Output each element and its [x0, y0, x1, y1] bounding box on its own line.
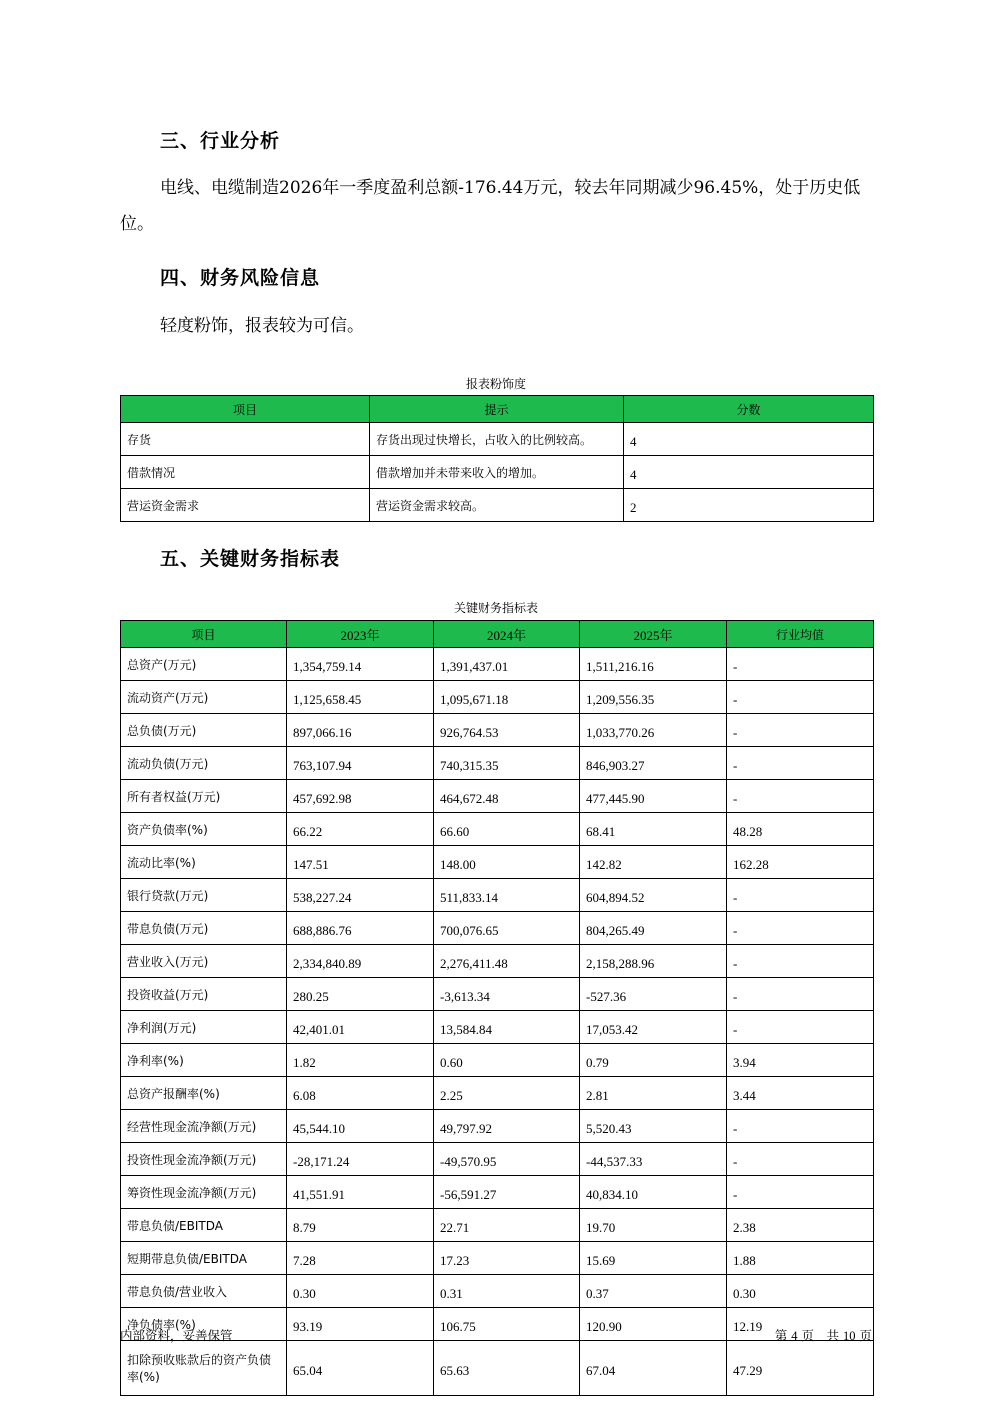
kpi-cell-2023: 7.28 — [287, 1242, 434, 1275]
kpi-cell-2023: 1,125,658.45 — [287, 681, 434, 714]
risk-header-hint: 提示 — [370, 396, 624, 423]
kpi-table-row — [121, 978, 874, 1011]
kpi-cell-item: 投资性现金流净额(万元) — [121, 1143, 287, 1176]
kpi-cell-item: 筹资性现金流净额(万元) — [121, 1176, 287, 1209]
kpi-cell-2024: 740,315.35 — [434, 747, 580, 780]
risk-cell-score: 2 — [624, 489, 874, 522]
kpi-cell-2023: 457,692.98 — [287, 780, 434, 813]
kpi-cell-2024: 66.60 — [434, 813, 580, 846]
kpi-cell-2023: 93.19 — [287, 1308, 434, 1341]
kpi-table-row — [121, 1143, 874, 1176]
risk-table-row — [121, 456, 874, 489]
kpi-cell-2024: 0.31 — [434, 1275, 580, 1308]
risk-cell-hint: 借款增加并未带来收入的增加。 — [370, 456, 624, 489]
kpi-cell-2025: 846,903.27 — [580, 747, 727, 780]
kpi-table-row — [121, 1308, 874, 1341]
kpi-table-row — [121, 1209, 874, 1242]
kpi-cell-item: 带息负债/EBITDA — [121, 1209, 287, 1242]
kpi-cell-industry-avg: 48.28 — [727, 813, 874, 846]
kpi-cell-industry-avg: 1.88 — [727, 1242, 874, 1275]
kpi-cell-item: 带息负债/营业收入 — [121, 1275, 287, 1308]
kpi-cell-industry-avg: - — [727, 714, 874, 747]
risk-cell-score: 4 — [624, 423, 874, 456]
kpi-table-header-row — [121, 621, 874, 648]
kpi-cell-industry-avg: - — [727, 912, 874, 945]
kpi-cell-item: 银行贷款(万元) — [121, 879, 287, 912]
kpi-cell-item: 带息负债(万元) — [121, 912, 287, 945]
kpi-cell-2025: 1,511,216.16 — [580, 648, 727, 681]
footer-page-current: 4 — [791, 1329, 798, 1343]
kpi-cell-2024: 2,276,411.48 — [434, 945, 580, 978]
kpi-cell-2025: 19.70 — [580, 1209, 727, 1242]
kpi-table-row — [121, 747, 874, 780]
kpi-cell-2023: 688,886.76 — [287, 912, 434, 945]
section-4-title: 四、财务风险信息 — [160, 267, 321, 289]
kpi-cell-2025: -527.36 — [580, 978, 727, 1011]
kpi-cell-item: 短期带息负债/EBITDA — [121, 1242, 287, 1275]
kpi-cell-industry-avg: 2.38 — [727, 1209, 874, 1242]
kpi-cell-2023: 0.30 — [287, 1275, 434, 1308]
kpi-table-row — [121, 1275, 874, 1308]
kpi-cell-2025: 0.79 — [580, 1044, 727, 1077]
footer-page-total: 10 — [843, 1329, 856, 1343]
kpi-cell-2024: 700,076.65 — [434, 912, 580, 945]
kpi-cell-2024: 0.60 — [434, 1044, 580, 1077]
kpi-cell-2025: 17,053.42 — [580, 1011, 727, 1044]
kpi-cell-industry-avg: - — [727, 1011, 874, 1044]
kpi-cell-2023: 1,354,759.14 — [287, 648, 434, 681]
kpi-cell-2023: 280.25 — [287, 978, 434, 1011]
risk-cell-item: 营运资金需求 — [121, 489, 370, 522]
kpi-cell-industry-avg: 162.28 — [727, 846, 874, 879]
kpi-cell-industry-avg: 0.30 — [727, 1275, 874, 1308]
kpi-cell-2023: 1.82 — [287, 1044, 434, 1077]
kpi-cell-2025: 15.69 — [580, 1242, 727, 1275]
kpi-cell-industry-avg: - — [727, 1143, 874, 1176]
risk-table — [120, 395, 874, 522]
kpi-cell-2023: -28,171.24 — [287, 1143, 434, 1176]
kpi-cell-2025: 0.37 — [580, 1275, 727, 1308]
kpi-cell-item: 总负债(万元) — [121, 714, 287, 747]
kpi-cell-2024: 22.71 — [434, 1209, 580, 1242]
kpi-table-row — [121, 780, 874, 813]
kpi-cell-2025: 68.41 — [580, 813, 727, 846]
kpi-header-2023: 2023年 — [287, 621, 434, 648]
kpi-cell-2025: 1,033,770.26 — [580, 714, 727, 747]
risk-table-row — [121, 489, 874, 522]
kpi-cell-industry-avg: - — [727, 648, 874, 681]
kpi-table-row — [121, 681, 874, 714]
kpi-cell-industry-avg: - — [727, 780, 874, 813]
kpi-cell-2024: -3,613.34 — [434, 978, 580, 1011]
kpi-cell-2023: 6.08 — [287, 1077, 434, 1110]
kpi-cell-2024: 2.25 — [434, 1077, 580, 1110]
kpi-cell-2024: -49,570.95 — [434, 1143, 580, 1176]
kpi-cell-2024: 1,391,437.01 — [434, 648, 580, 681]
kpi-cell-item: 扣除预收账款后的资产负债率(%) — [121, 1341, 287, 1396]
kpi-cell-item: 营业收入(万元) — [121, 945, 287, 978]
kpi-cell-2025: 120.90 — [580, 1308, 727, 1341]
kpi-cell-2025: 142.82 — [580, 846, 727, 879]
risk-table-header-row — [121, 396, 874, 423]
kpi-cell-2024: 511,833.14 — [434, 879, 580, 912]
kpi-table-row — [121, 1110, 874, 1143]
kpi-cell-2025: 1,209,556.35 — [580, 681, 727, 714]
kpi-cell-industry-avg: 3.44 — [727, 1077, 874, 1110]
kpi-header-2025: 2025年 — [580, 621, 727, 648]
section-5-title: 五、关键财务指标表 — [160, 548, 341, 570]
kpi-cell-industry-avg: - — [727, 978, 874, 1011]
kpi-table-row — [121, 912, 874, 945]
section-3-title: 三、行业分析 — [160, 130, 281, 152]
kpi-cell-2025: 804,265.49 — [580, 912, 727, 945]
kpi-cell-2025: 67.04 — [580, 1341, 727, 1396]
kpi-cell-industry-avg: - — [727, 945, 874, 978]
kpi-cell-2023: 41,551.91 — [287, 1176, 434, 1209]
footer-page-number — [775, 1326, 872, 1344]
kpi-cell-industry-avg: - — [727, 747, 874, 780]
footer-page-mid: 页 共 — [801, 1328, 840, 1343]
kpi-cell-2023: 66.22 — [287, 813, 434, 846]
kpi-table-row — [121, 813, 874, 846]
kpi-cell-2023: 8.79 — [287, 1209, 434, 1242]
kpi-cell-2024: 13,584.84 — [434, 1011, 580, 1044]
kpi-cell-item: 总资产报酬率(%) — [121, 1077, 287, 1110]
risk-cell-item: 存货 — [121, 423, 370, 456]
section-3-body-line1: 电线、电缆制造2026年一季度盈利总额-176.44万元，较去年同期减少96.45%，处于历史低 — [160, 178, 861, 198]
kpi-cell-industry-avg: - — [727, 1110, 874, 1143]
kpi-cell-item: 流动负债(万元) — [121, 747, 287, 780]
kpi-table-row — [121, 1176, 874, 1209]
kpi-cell-2023: 2,334,840.89 — [287, 945, 434, 978]
kpi-cell-2023: 147.51 — [287, 846, 434, 879]
kpi-table-row — [121, 714, 874, 747]
section-3-body — [120, 170, 876, 242]
kpi-table-row — [121, 879, 874, 912]
risk-cell-hint: 营运资金需求较高。 — [370, 489, 624, 522]
risk-table-row — [121, 423, 874, 456]
kpi-cell-item: 所有者权益(万元) — [121, 780, 287, 813]
kpi-cell-2025: 2,158,288.96 — [580, 945, 727, 978]
kpi-table-row — [121, 1011, 874, 1044]
kpi-cell-2024: 65.63 — [434, 1341, 580, 1396]
kpi-cell-item: 经营性现金流净额(万元) — [121, 1110, 287, 1143]
kpi-cell-2025: 40,834.10 — [580, 1176, 727, 1209]
kpi-header-industry-avg: 行业均值 — [727, 621, 874, 648]
footer-page-suffix: 页 — [859, 1328, 872, 1343]
kpi-cell-2023: 763,107.94 — [287, 747, 434, 780]
kpi-table — [120, 620, 874, 1396]
kpi-cell-item: 总资产(万元) — [121, 648, 287, 681]
kpi-cell-industry-avg: 12.19 — [727, 1308, 874, 1341]
kpi-cell-2024: -56,591.27 — [434, 1176, 580, 1209]
kpi-cell-2023: 538,227.24 — [287, 879, 434, 912]
section-3-body-line2: 位。 — [120, 214, 154, 234]
kpi-cell-2023: 897,066.16 — [287, 714, 434, 747]
kpi-cell-industry-avg: 3.94 — [727, 1044, 874, 1077]
kpi-cell-item: 资产负债率(%) — [121, 813, 287, 846]
kpi-cell-2024: 926,764.53 — [434, 714, 580, 747]
kpi-cell-industry-avg: - — [727, 1176, 874, 1209]
kpi-cell-2025: 477,445.90 — [580, 780, 727, 813]
kpi-table-row — [121, 1242, 874, 1275]
risk-cell-hint: 存货出现过快增长，占收入的比例较高。 — [370, 423, 624, 456]
kpi-cell-2024: 464,672.48 — [434, 780, 580, 813]
risk-cell-score: 4 — [624, 456, 874, 489]
kpi-cell-2024: 148.00 — [434, 846, 580, 879]
kpi-cell-item: 净利润(万元) — [121, 1011, 287, 1044]
kpi-cell-2025: 604,894.52 — [580, 879, 727, 912]
kpi-cell-industry-avg: - — [727, 879, 874, 912]
kpi-cell-item: 净利率(%) — [121, 1044, 287, 1077]
kpi-table-row — [121, 945, 874, 978]
section-4-body-text: 轻度粉饰，报表较为可信。 — [160, 316, 364, 336]
kpi-table-row — [121, 1077, 874, 1110]
kpi-cell-item: 流动资产(万元) — [121, 681, 287, 714]
kpi-cell-2023: 45,544.10 — [287, 1110, 434, 1143]
kpi-cell-2025: -44,537.33 — [580, 1143, 727, 1176]
kpi-cell-2024: 49,797.92 — [434, 1110, 580, 1143]
section-4-body — [120, 308, 876, 344]
kpi-cell-industry-avg: - — [727, 681, 874, 714]
kpi-table-row — [121, 846, 874, 879]
risk-header-score: 分数 — [624, 396, 874, 423]
kpi-table-caption: 关键财务指标表 — [453, 601, 538, 615]
footer-confidential: 内部资料，妥善保管 — [120, 1328, 233, 1343]
kpi-cell-2024: 1,095,671.18 — [434, 681, 580, 714]
kpi-cell-2023: 65.04 — [287, 1341, 434, 1396]
footer-page-prefix: 第 — [774, 1328, 788, 1343]
kpi-cell-item: 投资收益(万元) — [121, 978, 287, 1011]
kpi-table-row — [121, 648, 874, 681]
kpi-header-2024: 2024年 — [434, 621, 580, 648]
kpi-cell-2024: 106.75 — [434, 1308, 580, 1341]
kpi-table-row — [121, 1341, 874, 1396]
risk-header-item: 项目 — [121, 396, 370, 423]
kpi-header-item: 项目 — [121, 621, 287, 648]
kpi-table-row — [121, 1044, 874, 1077]
risk-table-caption: 报表粉饰度 — [465, 377, 526, 391]
kpi-cell-item: 净负债率(%) — [121, 1308, 287, 1341]
kpi-cell-2025: 2.81 — [580, 1077, 727, 1110]
risk-cell-item: 借款情况 — [121, 456, 370, 489]
kpi-cell-industry-avg: 47.29 — [727, 1341, 874, 1396]
kpi-cell-2025: 5,520.43 — [580, 1110, 727, 1143]
kpi-cell-2024: 17.23 — [434, 1242, 580, 1275]
kpi-cell-2023: 42,401.01 — [287, 1011, 434, 1044]
kpi-cell-item: 流动比率(%) — [121, 846, 287, 879]
